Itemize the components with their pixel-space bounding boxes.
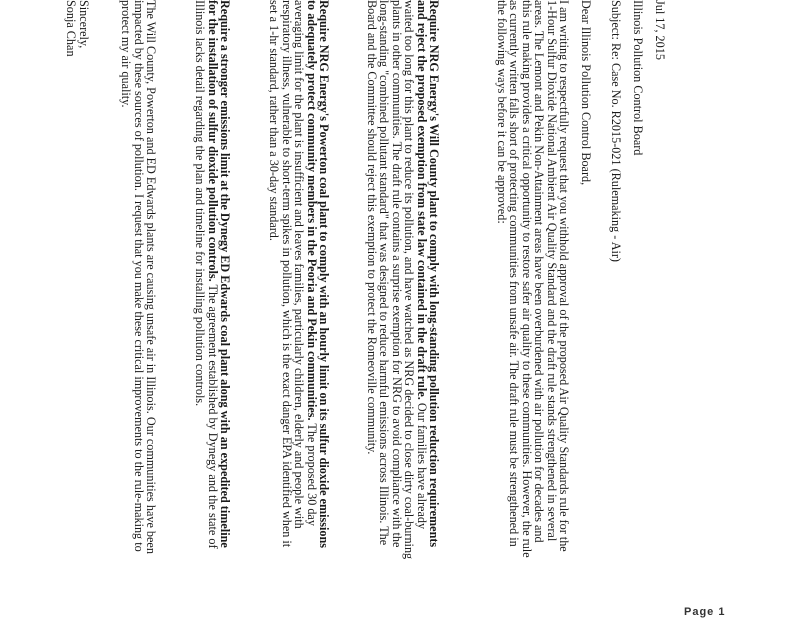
paragraph-ed-edwards bbox=[194, 0, 231, 560]
letter-subject: Subject: Re: Case No. R2015-021 (Rulemaking - Air) bbox=[609, 0, 623, 262]
paragraph-conclusion: The Will County, Powerton and ED Edwards plants are causing unsafe air in Illinois. Our communities have been impacted by these sources of pollution. I request that you make these critical improvements to the rule-making to protect my air quality. bbox=[119, 0, 158, 554]
paragraph-powerton bbox=[268, 0, 330, 560]
paragraph-powerton-body: The proposed 30 day averaging limit for the plant is insufficient and leaves families, particularly children, elderly and people with respiratory illness, vulnerable to short-term spikes in pollution, which is the exact danger EPA identified when it set a 1-hr standard, rather than a 30-day standard. bbox=[267, 0, 319, 548]
paragraph-intro: I am writing to respectfully request that you withhold approval of the proposed Air Quality Standards rule for the 1-Hour Sulfur Dioxide National Ambient Air Quality Standard and the draft rule stands strengthened in several areas. The Lemont and Pekin Non-Attainment areas have been overburdened with air pollution for decades and this rule making provides a critical opportunity to restore safer air quality to these communities. However, the rule as currently written falls short of protecting communities from unsafe air. The draft rule must be strengthened in the following ways before it can be approved: bbox=[494, 0, 571, 558]
letter-date: Jul 17, 2015 bbox=[653, 0, 667, 60]
letter-signature: Sonja Chan bbox=[64, 0, 78, 57]
paragraph-will-county-lead: Require NRG Energy's Will County plant to comply with long-standing pollution reduction requirements and reject the proposed exemption from state law contained in the draft rule. bbox=[414, 0, 441, 548]
paragraph-will-county-body: Our families have already waited too long for this plant to reduce its pollution, and have watched as NRG decided to close dirty coal-burning plants in other communities. The draft rule contains a surprise exemption for NRG to avoid compliance with the long-standing "combined pollutant standard" that was designed to reduce harmful emissions across Illinois. The Board and the Committee should reject this exemption to protect the Romeoville community. bbox=[364, 0, 429, 560]
page-number-mark: Page 1 bbox=[684, 606, 726, 618]
letter-closing: Sincerely, bbox=[77, 0, 91, 49]
letter-addressee: Illinois Pollution Control Board bbox=[631, 0, 645, 156]
paragraph-ed-edwards-body: The agreement established by Dynegy and the state of Illinois lacks detail regarding the plan and timeline for installing pollution controls. bbox=[193, 0, 220, 549]
paragraph-will-county bbox=[366, 0, 440, 560]
paragraph-ed-edwards-lead: Require a stronger emissions limit at the Dynegy ED Edwards coal plant along with an expedited timeline for the installation of sulfur dioxide pollution controls. bbox=[205, 0, 232, 548]
paragraph-powerton-lead: Require NRG Energy's Powerton coal plant to comply with an hourly limit on its sulfur dioxide emissions to adequately protect community members in the Peoria and Pekin communities. bbox=[304, 0, 331, 549]
letter-salutation: Dear Illinois Pollution Control Board, bbox=[579, 0, 593, 186]
